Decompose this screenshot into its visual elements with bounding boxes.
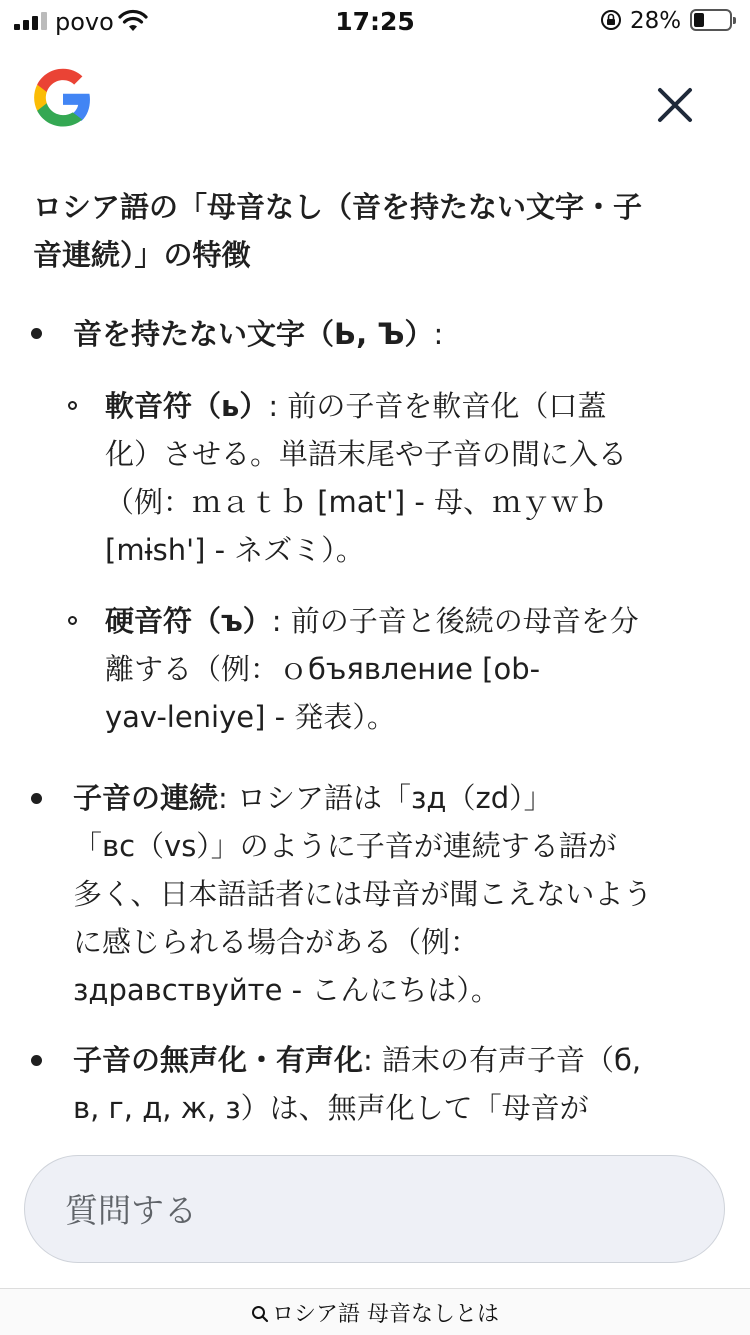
search-query-bar[interactable] [0, 1288, 750, 1335]
search-query-text: ロシア語 母音なしとは [272, 1302, 499, 1327]
list-item: 音を持たない文字（Ь, Ъ）: [73, 317, 444, 351]
sub-list-item: 軟音符（ь）: 前の子音を軟音化（口蓋 化）させる。単語末尾や子音の間に入る （例：ｍａｔｂ [mat'] - 母、ｍｙｗｂ [mɨsh'] - ネズミ）。 [105, 389, 628, 567]
carrier-name: povo [55, 8, 114, 36]
list-item: 子音の無声化・有声化: 語末の有声子音（б, в, г, д, ж, з）は、無声化して「母音が [73, 1043, 642, 1125]
bullet-icon [31, 793, 42, 804]
bullet-icon [31, 1055, 42, 1066]
ask-question-input[interactable] [65, 1184, 665, 1236]
sub-list-item: 硬音符（ъ）: 前の子音と後続の母音を分 離する（例：ｏбъявление [ob- yav-leniye] - 発表）。 [105, 604, 639, 734]
bullet-icon [31, 328, 42, 339]
list-item-title: 音を持たない文字（Ь, Ъ） [73, 317, 434, 351]
list-item: 子音の連続: ロシア語は「зд（zd）」 「вс（vs）」のように子音が連続する語が 多く、日本語話者には母音が聞こえないよう に感じられる場合がある（例： здравствуйте - こんにちは）。 [73, 781, 653, 1007]
ask-question-field[interactable] [24, 1155, 725, 1263]
search-icon [251, 1305, 269, 1323]
sub-bullet-icon [68, 616, 77, 625]
sub-bullet-icon [68, 401, 77, 410]
battery-percentage: 28% [630, 8, 682, 34]
status-time: 17:25 [335, 7, 415, 36]
answer-heading: ロシア語の「母音なし（音を持たない文字・子 音連続）」の特徴 [33, 190, 643, 272]
